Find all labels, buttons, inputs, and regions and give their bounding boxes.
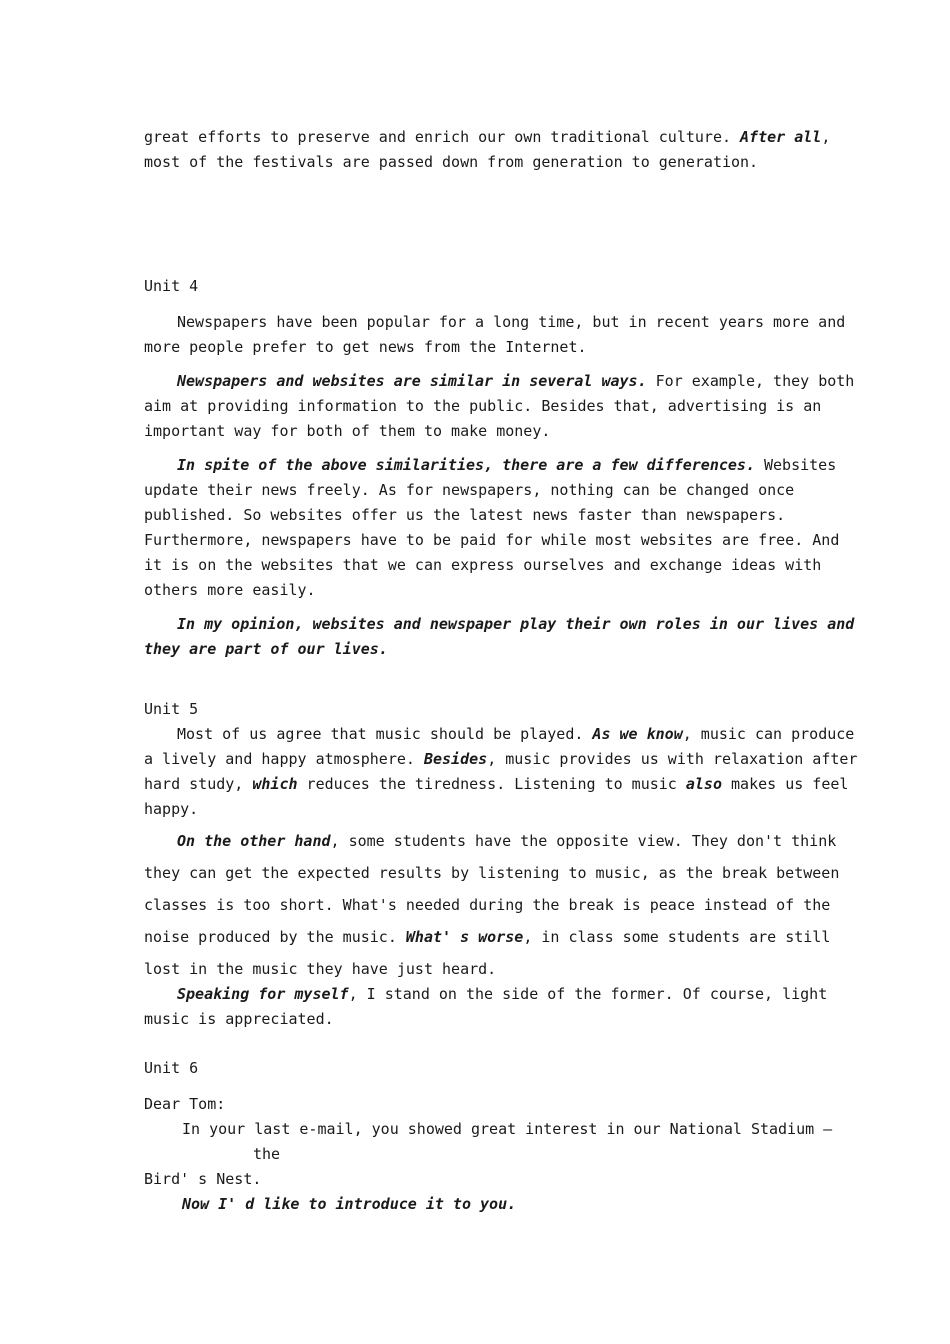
emphasis: After all (740, 128, 822, 146)
emphasis: Besides (423, 750, 488, 768)
intro-line-1 (144, 127, 831, 147)
text: Most of us agree that music should be played. (177, 725, 593, 743)
unit6-heading: Unit 6 (144, 1059, 199, 1077)
text: , music provides us with relaxation after (487, 750, 858, 768)
unit4-p3-line: update their news freely. As for newspapers, nothing can be changed once (144, 481, 795, 499)
emphasis: As we know (592, 725, 683, 743)
unit6-letter-line: In your last e-mail, you showed great interest in our National Stadium — (182, 1120, 833, 1138)
unit4-p2-line (144, 371, 855, 391)
unit4-heading: Unit 4 (144, 277, 199, 295)
unit4-p3-line: others more easily. (144, 581, 316, 599)
unit4-p3-line: it is on the websites that we can express ourselves and exchange ideas with (144, 556, 822, 574)
unit4-p4-line: In my opinion, websites and newspaper play their own roles in our lives and (177, 615, 855, 633)
unit5-p1-line (144, 724, 855, 744)
unit5-p3-line (144, 984, 828, 1004)
unit5-p1-line (144, 774, 849, 794)
unit4-p3-line: Furthermore, newspapers have to be paid for while most websites are free. And (144, 531, 840, 549)
unit4-p2-line: aim at providing information to the public. Besides that, advertising is an (144, 397, 822, 415)
text: makes us feel (721, 775, 849, 793)
unit5-p2-line: classes is too short. What's needed during the break is peace instead of the (144, 896, 831, 914)
text: Websites (754, 456, 837, 474)
emphasis: also (685, 775, 722, 793)
emphasis: Speaking for myself (177, 985, 349, 1003)
unit5-p1-line: happy. (144, 800, 199, 818)
intro-line-2: most of the festivals are passed down from generation to generation. (144, 153, 759, 171)
text: , (821, 128, 831, 146)
text: , music can produce (682, 725, 855, 743)
unit5-p1-line (144, 749, 858, 769)
unit6-salutation: Dear Tom: (144, 1095, 226, 1113)
unit4-p1-line: Newspapers have been popular for a long time, but in recent years more and (177, 313, 846, 331)
unit5-p2-line (144, 831, 837, 851)
text: , I stand on the side of the former. Of course, light (348, 985, 828, 1003)
text: hard study, (144, 775, 253, 793)
unit4-p2-line: important way for both of them to make money. (144, 422, 551, 440)
unit6-letter-line: Bird' s Nest. (144, 1170, 262, 1188)
unit5-heading: Unit 5 (144, 700, 199, 718)
unit5-p2-line: they can get the expected results by listening to music, as the break between (144, 864, 840, 882)
unit4-p3-line: published. So websites offer us the latest news faster than newspapers. (144, 506, 786, 524)
unit4-p1-line: more people prefer to get news from the Internet. (144, 338, 587, 356)
emphasis: On the other hand (177, 832, 331, 850)
emphasis: which (252, 775, 298, 793)
text: a lively and happy atmosphere. (144, 750, 424, 768)
unit6-letter-line: Now I' d like to introduce it to you. (182, 1195, 517, 1213)
text: noise produced by the music. (144, 928, 406, 946)
text: reduces the tiredness. Listening to music (297, 775, 686, 793)
emphasis: What' s worse (405, 928, 524, 946)
emphasis: In spite of the above similarities, there are a few differences. (177, 456, 755, 474)
unit5-p2-line (144, 927, 831, 947)
unit5-p3-line: music is appreciated. (144, 1010, 334, 1028)
unit4-p3-line (144, 455, 837, 475)
unit6-letter-line: the (253, 1145, 281, 1163)
emphasis: Newspapers and websites are similar in several ways. (177, 372, 647, 390)
text: For example, they both (646, 372, 855, 390)
unit4-p4-line: they are part of our lives. (144, 640, 388, 658)
text: , some students have the opposite view. They don't think (330, 832, 837, 850)
unit5-p2-line: lost in the music they have just heard. (144, 960, 497, 978)
text: great efforts to preserve and enrich our own traditional culture. (144, 128, 741, 146)
text: , in class some students are still (523, 928, 831, 946)
